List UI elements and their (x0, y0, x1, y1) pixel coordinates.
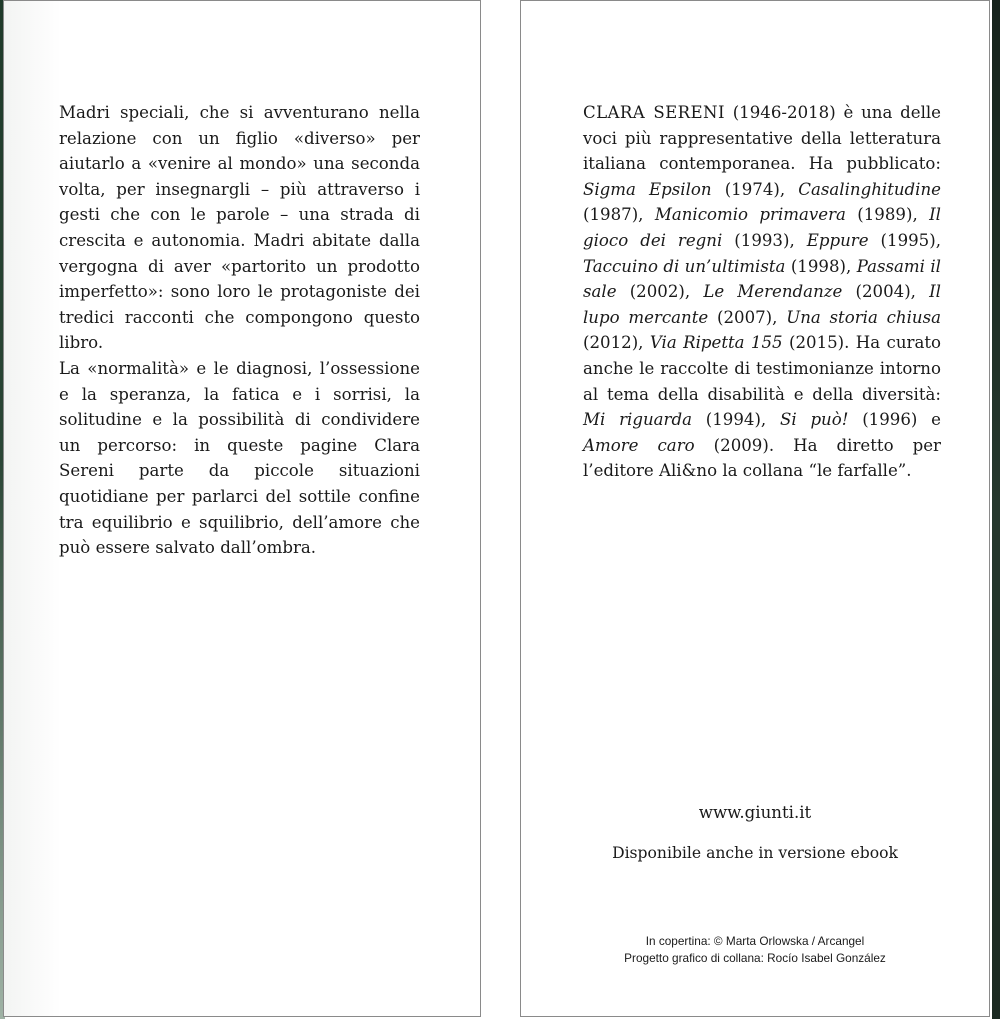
cover-photo-credit: In copertina: © Marta Orlowska / Arcangel (645, 934, 865, 948)
bio-text: (1994), (691, 410, 780, 430)
book-title: Passami il sale (583, 256, 941, 302)
series-design-credit: Progetto grafico di collana: Rocío Isabel González (624, 950, 886, 965)
bio-text: (2002), (616, 282, 704, 302)
bio-text: (2009). Ha diretto per l’editore Ali&no la collana “le farfalle”. (583, 435, 941, 481)
bio-text: (2015). Ha curato anche le raccolte di testimonianze intorno al tema della disabilità e della diversità: (583, 333, 941, 404)
book-title: Sigma Epsilon (583, 179, 712, 199)
bio-text: (1993), (722, 230, 807, 250)
book-title: Le Merendanze (703, 282, 843, 302)
bio-text: (1987), (583, 205, 655, 225)
bio-text: (1998), (785, 256, 857, 276)
author-name: CLARA SERENI (583, 103, 725, 122)
book-title: Amore caro (583, 435, 695, 455)
book-title: Taccuino di un’ultimista (583, 256, 786, 276)
ebook-availability-note: Disponibile anche in versione ebook (612, 844, 898, 862)
book-title: Mi riguarda (583, 410, 692, 430)
book-title: Manicomio primavera (654, 205, 846, 225)
back-flap (520, 0, 990, 1017)
book-title: Si può! (779, 410, 849, 430)
bio-text: (1995), (868, 230, 941, 250)
flap-gutter (481, 0, 520, 1019)
book-title: Il gioco dei regni (583, 205, 941, 250)
book-title: Una storia chiusa (786, 307, 941, 327)
book-title: Via Ripetta 155 (649, 333, 783, 353)
bio-text: (1989), (845, 205, 930, 225)
bio-text: (2012), (583, 333, 650, 353)
author-bio (583, 100, 941, 484)
book-title: Il lupo mercante (583, 282, 941, 327)
blurb-paragraph-2: La «normalità» e le diagnosi, l’ossessione e la speranza, la fatica e i sorrisi, la solitudine e la possibilità di condividere un percorso: in queste pagine Clara Sereni parte da piccole situazioni quotidiane per parlarci del sottile confine tra equilibrio e squilibrio, dell’amore che può essere salvato dall’ombra. (59, 358, 420, 558)
bio-text: (2004), (842, 282, 930, 302)
publisher-website: www.giunti.it (698, 803, 812, 822)
book-title: Casalinghitudine (798, 179, 941, 199)
front-flap (3, 0, 481, 1017)
bio-text: (1996) e (848, 410, 941, 430)
blurb-paragraph-1: Madri speciali, che si avventurano nella relazione con un figlio «diverso» per aiutarlo a «venire al mondo» una seconda volta, per insegnargli – più attraverso i gesti che con le parole – una strada di crescita e autonomia. Madri abitate dalla vergogna di aver «partorito un prodotto imperfetto»: sono loro le protagoniste dei tredici racconti che compongono questo libro. (59, 103, 420, 353)
bio-text: (2007), (708, 307, 787, 327)
cover-credits (521, 933, 989, 966)
bio-text: (1974), (711, 179, 799, 199)
bio-text: (1946-2018) è una delle voci più rappresentative della letteratura italiana contemporanea. Ha pubblicato: (583, 103, 941, 174)
book-title: Eppure (806, 230, 869, 250)
book-blurb (59, 100, 420, 561)
cover-edge-right (992, 0, 1000, 1019)
